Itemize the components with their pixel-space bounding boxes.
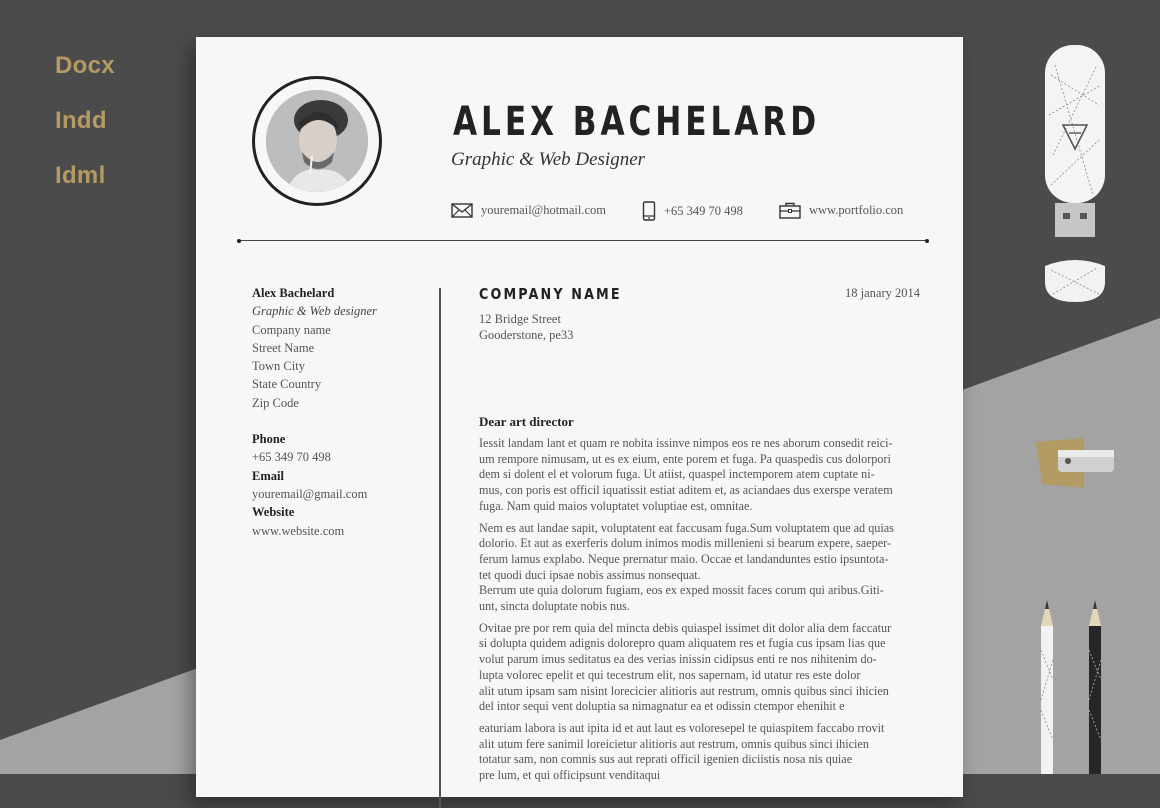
phone-icon — [642, 201, 656, 221]
letter-line: fuga. Nam quid maios voluptatet voluptiae est, omnitae. — [479, 498, 753, 513]
format-list — [55, 52, 115, 217]
letter-line: si dolupta quidem adignis dolorepro quam aliquatem res et fugia cus ipsam lias que — [479, 636, 886, 651]
briefcase-icon — [779, 202, 801, 219]
sidebar-address-line: State Country — [252, 377, 322, 392]
letter-line: del intor sequi vent doluptia sa nimagnatur ea et odissin ctempor ehenihit e — [479, 699, 845, 714]
letter-date: 18 janary 2014 — [845, 286, 920, 300]
letter-paragraph — [479, 721, 919, 784]
phone-text: +65 349 70 498 — [664, 203, 743, 218]
contact-portfolio — [779, 202, 903, 219]
email-text: youremail@hotmail.com — [481, 203, 607, 217]
usb-cap — [1043, 258, 1107, 304]
company-address — [479, 311, 573, 343]
resume-page — [196, 37, 963, 797]
letter-line: ferum lamus explabo. Neque prernatur maio. Occae et landanduntes estio ipsuntota- — [479, 551, 889, 566]
profile-photo-frame — [252, 76, 382, 206]
letter-line: Ovitae pre por rem quia del mincta debis quiaspel issimet dit dolor alia dem faccatur — [479, 620, 892, 635]
letter-line: pre lum, et qui officipsunt venditaqui — [479, 768, 661, 783]
letter-line: Nem es aut landae sapit, voluptatent eat faccusam fuga.Sum voluptatem que ad quias — [479, 520, 894, 535]
letter-line: um rempore nimusam, ut es ex eium, ente porem et fuga. Pa quaspedis cus dolorpori — [479, 451, 891, 466]
candidate-name: ALEX BACHELARD — [453, 99, 821, 145]
portfolio-text: www.portfolio.con — [809, 203, 904, 217]
sidebar — [252, 284, 377, 540]
letter-line: mus, con poris est officil iquatissit estiat aditem et, as aciandaes dus exerspe veratem — [479, 483, 893, 498]
column-divider — [439, 288, 441, 808]
candidate-title: Graphic & Web Designer — [451, 149, 646, 170]
sidebar-address-line: Company name — [252, 322, 331, 337]
letter-paragraph — [479, 436, 919, 515]
format-docx: Docx — [55, 52, 115, 79]
letter-line: Berrum ute quia dolorum fugiam, eos ex exped mossit faces corum qui aribus.Giti- — [479, 583, 884, 598]
sidebar-website: www.website.com — [252, 523, 345, 538]
sidebar-address-line: Zip Code — [252, 395, 299, 410]
letter-line: dolorio. Et aut as exerferis dolum inimos modis millenieni si bearum expere, saeper- — [479, 536, 891, 551]
company-address-line: 12 Bridge Street — [479, 312, 561, 326]
contact-email — [451, 203, 606, 218]
letter-paragraph — [479, 521, 919, 615]
letter-line: unt, sincta doluptate nobis nus. — [479, 599, 630, 614]
letter-line: dem si dolent el et volorum fuga. Ut atiist, quaspel inctemporem atem cuptate ni- — [479, 467, 875, 482]
letter-line: tet quodi duci ipsae nobis assimus nonsequat. — [479, 567, 701, 582]
black-pencil — [1084, 600, 1106, 774]
header-divider — [238, 240, 928, 241]
letter-line: totatur sam, non comnis sus aut reprati officil igenien diciistis nosa nis quiae — [479, 752, 853, 767]
company-name: COMPANY NAME — [479, 285, 622, 303]
sidebar-name: Alex Bachelard — [252, 286, 335, 300]
sidebar-role: Graphic & Web designer — [252, 304, 377, 319]
sidebar-phone: +65 349 70 498 — [252, 450, 331, 465]
letter-line: Iessit landam lant et quam re nobita issinve nimpos eos re nes aborum consedit reici- — [479, 436, 893, 450]
format-idml: Idml — [55, 162, 106, 189]
letter-body — [479, 436, 919, 790]
pencil-sharpener — [1032, 436, 1116, 490]
sidebar-email: youremail@gmail.com — [252, 486, 368, 501]
company-address-line: Gooderstone, pe33 — [479, 328, 574, 342]
format-indd: Indd — [55, 107, 107, 134]
letter-line: volut parum imus seditatus ea des verias inissin cidipsus enti re nos nihitenim do- — [479, 652, 877, 667]
letter-line: alit utum ipsam sam nisint lorecicier alitioris aut restrum, omnis quibus sinci ihicien — [479, 683, 889, 698]
white-pencil — [1036, 600, 1058, 774]
contact-phone — [642, 201, 743, 221]
letter-line: alit utum fere sanimil loreicietur alitioris aut restrum, omnis quibus sinci ihicien — [479, 736, 869, 751]
email-label: Email — [252, 468, 284, 483]
letter-paragraph — [479, 621, 919, 715]
website-label: Website — [252, 505, 295, 520]
envelope-icon — [451, 203, 473, 218]
sidebar-address-line: Town City — [252, 359, 305, 374]
salutation: Dear art director — [479, 414, 574, 429]
usb-stick — [1043, 45, 1107, 237]
letter-line: eaturiam labora is aut ipita id et aut laut es voloresepel te quiaspitem faccabo rrovit — [479, 720, 885, 735]
phone-label: Phone — [252, 432, 286, 447]
profile-photo — [266, 90, 368, 192]
sidebar-address-line: Street Name — [252, 340, 315, 355]
letter-line: lupta volorec epelit et qui tecestrum elit, nos sapernam, id utatur res este dolor — [479, 667, 861, 682]
